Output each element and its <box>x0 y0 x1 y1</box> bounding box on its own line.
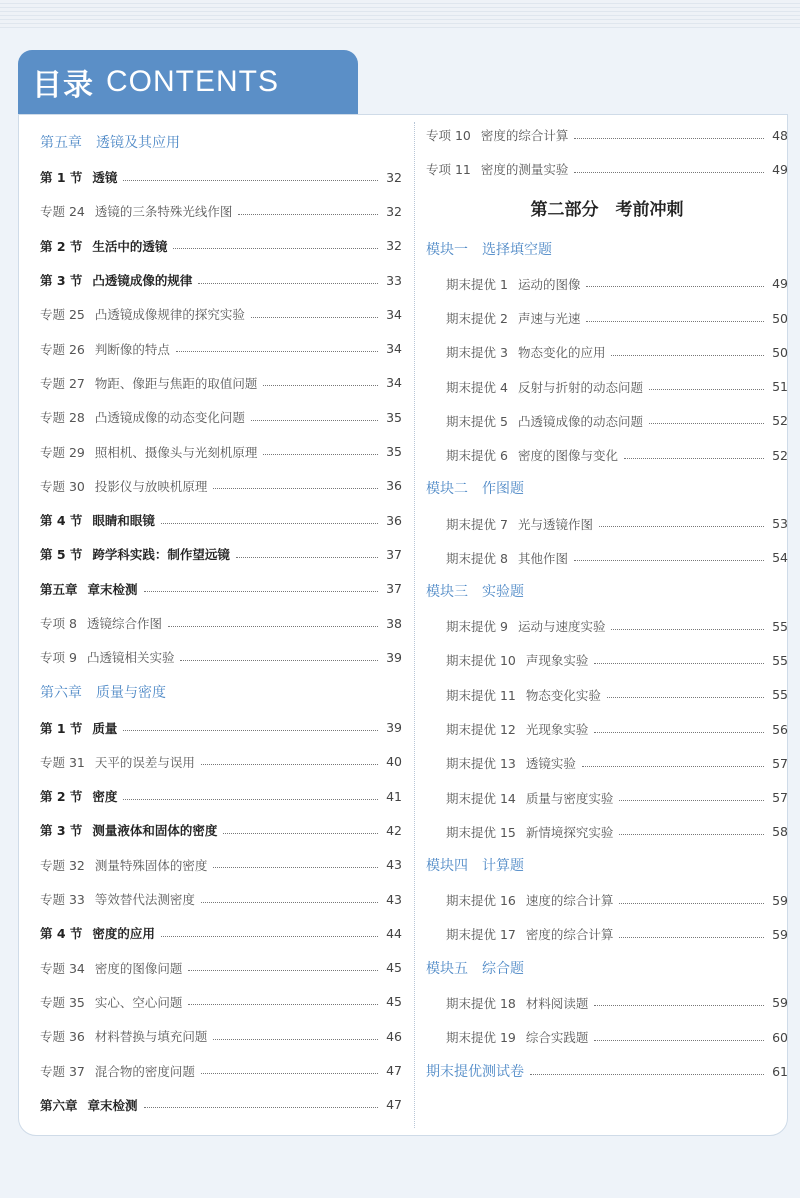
dot-leader <box>173 248 378 249</box>
entry-number: 专题 29 <box>40 444 85 460</box>
entry-number: 期末提优 17 <box>446 927 516 943</box>
entry-number: 期末提优 3 <box>446 345 508 361</box>
part-title: 第二部分 考前冲刺 <box>530 199 684 220</box>
entry-title: 速度的综合计算 <box>525 893 614 909</box>
page-number: 50 <box>772 344 788 360</box>
toc-entry[interactable] <box>40 779 402 813</box>
entry-number: 期末提优 13 <box>446 756 516 772</box>
page-number: 34 <box>386 375 402 391</box>
entry-title: 密度 <box>92 789 118 805</box>
entry-number: 专题 30 <box>40 478 85 494</box>
dot-leader <box>530 1074 764 1075</box>
entry-title: 密度的测量实验 <box>480 162 569 178</box>
page-number: 42 <box>386 822 402 838</box>
page-number: 48 <box>772 127 788 143</box>
page-number: 32 <box>386 169 402 185</box>
entry-number: 专题 33 <box>40 892 85 908</box>
entry-title: 透镜的三条特殊光线作图 <box>94 204 233 220</box>
entry-number: 专题 32 <box>40 857 85 873</box>
page-number: 34 <box>386 341 402 357</box>
dot-leader <box>180 660 378 661</box>
entry-title: 混合物的密度问题 <box>94 1063 195 1079</box>
page-number: 35 <box>386 409 402 425</box>
entry-title: 凸透镜成像的动态变化问题 <box>94 410 245 426</box>
entry-number: 第 2 节 <box>40 238 83 254</box>
dot-leader <box>624 458 764 459</box>
entry-number: 期末提优 8 <box>446 550 508 566</box>
dot-leader <box>586 321 764 322</box>
toc-entry[interactable] <box>426 780 788 814</box>
entry-title: 章末检测 <box>87 581 138 597</box>
toc-entry[interactable] <box>40 503 402 537</box>
dot-leader <box>161 523 378 524</box>
toc-entry[interactable] <box>426 369 788 403</box>
toc-entry[interactable] <box>426 609 788 643</box>
dot-leader <box>198 283 378 284</box>
entry-title: 投影仪与放映机原理 <box>94 478 208 494</box>
dot-leader <box>223 833 378 834</box>
entry-title: 透镜综合作图 <box>86 616 162 631</box>
page-number: 55 <box>772 687 788 703</box>
entry-title: 其他作图 <box>517 550 568 566</box>
page-number: 32 <box>386 203 402 219</box>
entry-title: 凸透镜相关实验 <box>86 650 175 666</box>
entry-title: 光与透镜作图 <box>517 516 593 532</box>
entry-number: 期末提优 5 <box>446 413 508 429</box>
entry-title: 物距、像距与焦距的取值问题 <box>94 375 258 391</box>
toc-entry[interactable] <box>426 152 788 186</box>
toc-entry[interactable] <box>40 434 402 468</box>
dot-leader <box>213 488 378 489</box>
entry-title: 声现象实验 <box>525 653 589 669</box>
entry-title: 眼睛和眼镜 <box>92 513 155 529</box>
page-number: 37 <box>386 546 402 562</box>
toc-entry[interactable] <box>40 194 402 228</box>
toc-entry[interactable] <box>426 917 788 951</box>
entry-number: 第 1 节 <box>40 170 83 186</box>
entry-number: 期末提优 9 <box>446 619 508 635</box>
dot-leader <box>144 591 378 592</box>
toc-entry[interactable] <box>426 404 788 438</box>
entry-number: 专项 10 <box>426 128 471 144</box>
page-number: 32 <box>386 238 402 254</box>
page-number: 34 <box>386 306 402 322</box>
section-heading: 第六章 质量与密度 <box>40 685 166 702</box>
dot-leader <box>594 1005 764 1006</box>
section-heading: 模块五 综合题 <box>426 960 524 977</box>
entry-title: 物态变化实验 <box>525 687 601 703</box>
entry-title: 实心、空心问题 <box>94 994 183 1010</box>
dot-leader <box>213 1039 378 1040</box>
entry-title: 期末提优测试卷 <box>426 1064 524 1081</box>
dot-leader <box>574 172 764 173</box>
page-number: 56 <box>772 721 788 737</box>
entry-title: 光现象实验 <box>525 722 589 737</box>
page-number: 39 <box>386 649 402 665</box>
toc-entry[interactable] <box>426 301 788 335</box>
toc-entry[interactable] <box>40 400 402 434</box>
entry-title: 凸透镜成像规律的探究实验 <box>94 307 245 323</box>
dot-leader <box>236 557 378 558</box>
toc-entry[interactable] <box>426 883 788 917</box>
page-number: 49 <box>772 161 788 177</box>
page-number: 37 <box>386 581 402 597</box>
toc-entry[interactable] <box>40 745 402 779</box>
dot-leader <box>611 629 764 630</box>
page-number: 57 <box>772 755 788 771</box>
entry-title: 质量与密度实验 <box>525 790 614 806</box>
dot-leader <box>176 351 378 352</box>
dot-leader <box>619 834 764 835</box>
toc-entry[interactable] <box>426 541 788 575</box>
dot-leader <box>263 454 378 455</box>
dot-leader <box>213 867 378 868</box>
toc-entry[interactable] <box>40 916 402 950</box>
page-number: 55 <box>772 618 788 634</box>
dot-leader <box>649 389 764 390</box>
toc-entry[interactable] <box>426 712 788 746</box>
dot-leader <box>619 800 764 801</box>
entry-number: 第 2 节 <box>40 789 83 805</box>
toc-entry[interactable] <box>40 229 402 263</box>
entry-title: 跨学科实践：制作望远镜 <box>92 547 230 563</box>
toc-entry-final-test[interactable] <box>426 1054 788 1088</box>
entry-number: 专题 31 <box>40 754 85 770</box>
page-number: 61 <box>772 1063 788 1079</box>
section-heading: 模块二 作图题 <box>426 481 524 498</box>
section-heading: 模块一 选择填空题 <box>426 241 552 258</box>
dot-leader <box>123 730 378 731</box>
entry-number: 专题 26 <box>40 341 85 357</box>
entry-title: 测量液体和固体的密度 <box>92 823 218 839</box>
dot-leader <box>594 663 764 664</box>
toc-entry[interactable] <box>426 815 788 849</box>
entry-number: 专题 35 <box>40 994 85 1010</box>
page-number: 49 <box>772 276 788 292</box>
entry-title: 生活中的透镜 <box>92 238 168 254</box>
toc-entry[interactable] <box>40 331 402 365</box>
entry-title: 测量特殊固体的密度 <box>94 857 208 873</box>
entry-title: 透镜 <box>92 170 118 186</box>
dot-leader <box>611 355 764 356</box>
entry-number: 第 4 节 <box>40 513 83 529</box>
dot-leader <box>619 937 764 938</box>
page-number: 60 <box>772 1029 788 1045</box>
entry-title: 判断像的特点 <box>94 341 170 357</box>
page-number: 38 <box>386 615 402 631</box>
entry-title: 凸透镜成像的规律 <box>92 273 193 289</box>
entry-title: 天平的误差与误用 <box>94 754 195 770</box>
toc-entry[interactable] <box>40 297 402 331</box>
entry-number: 期末提优 2 <box>446 311 508 327</box>
toc-entry[interactable] <box>40 263 402 297</box>
entry-number: 期末提优 10 <box>446 653 516 669</box>
entry-title: 质量 <box>92 720 118 736</box>
entry-title: 章末检测 <box>87 1097 138 1113</box>
entry-number: 第五章 <box>40 581 78 597</box>
dot-leader <box>251 317 378 318</box>
toc-entry[interactable] <box>40 951 402 985</box>
entry-number: 专项 11 <box>426 162 471 178</box>
page-number: 43 <box>386 891 402 907</box>
toc-entry[interactable] <box>426 118 788 152</box>
toc-entry[interactable] <box>426 438 788 472</box>
dot-leader <box>586 286 764 287</box>
dot-leader <box>168 626 378 627</box>
dot-leader <box>188 970 378 971</box>
entry-number: 期末提优 14 <box>446 790 516 806</box>
entry-title: 凸透镜成像的动态问题 <box>517 413 643 429</box>
entry-number: 期末提优 7 <box>446 516 508 532</box>
page-number: 54 <box>772 550 788 566</box>
toc-entry[interactable] <box>40 606 402 640</box>
page-number: 55 <box>772 652 788 668</box>
entry-title: 材料阅读题 <box>525 995 589 1011</box>
title-english: CONTENTS <box>106 65 279 98</box>
entry-title: 运动的图像 <box>517 276 581 292</box>
page-number: 39 <box>386 720 402 736</box>
dot-leader <box>594 732 764 733</box>
toc-entry[interactable] <box>40 1088 402 1122</box>
toc-entry[interactable] <box>426 267 788 301</box>
entry-number: 期末提优 19 <box>446 1030 516 1046</box>
page-number: 33 <box>386 272 402 288</box>
entry-number: 期末提优 1 <box>446 276 508 292</box>
entry-title: 材料替换与填充问题 <box>94 1029 208 1045</box>
section-heading: 第五章 透镜及其应用 <box>40 135 180 151</box>
entry-title: 密度的应用 <box>92 926 155 942</box>
toc-entry[interactable] <box>40 366 402 400</box>
entry-number: 专题 36 <box>40 1029 85 1045</box>
entry-title: 反射与折射的动态问题 <box>517 379 643 395</box>
entry-number: 专题 27 <box>40 375 85 391</box>
entry-number: 专题 24 <box>40 204 85 220</box>
entry-number: 期末提优 15 <box>446 824 516 840</box>
entry-title: 密度的图像问题 <box>94 960 183 976</box>
entry-number: 期末提优 4 <box>446 379 508 395</box>
entry-number: 期末提优 11 <box>446 687 516 703</box>
toc-entry[interactable] <box>426 335 788 369</box>
entry-title: 密度的综合计算 <box>480 128 569 144</box>
toc-entry[interactable] <box>40 572 402 606</box>
dot-leader <box>582 766 764 767</box>
page-number: 53 <box>772 516 788 532</box>
dot-leader <box>201 1073 378 1074</box>
dot-leader <box>574 138 764 139</box>
dot-leader <box>123 180 378 181</box>
page-number: 50 <box>772 310 788 326</box>
entry-number: 第 3 节 <box>40 823 83 839</box>
toc-entry[interactable] <box>40 985 402 1019</box>
entry-title: 透镜实验 <box>525 756 576 772</box>
page-number: 41 <box>386 788 402 804</box>
entry-title: 新情境探究实验 <box>525 824 614 840</box>
entry-number: 专题 28 <box>40 410 85 426</box>
dot-leader <box>619 903 764 904</box>
toc-entry[interactable] <box>426 746 788 780</box>
dot-leader <box>201 764 378 765</box>
dot-leader <box>188 1004 378 1005</box>
toc-entry[interactable] <box>40 640 402 674</box>
title-chinese: 目录 <box>32 68 94 103</box>
dot-leader <box>594 1040 764 1041</box>
entry-title: 等效替代法测密度 <box>94 892 195 908</box>
entry-title: 物态变化的应用 <box>517 345 606 361</box>
dot-leader <box>251 420 378 421</box>
page-number: 35 <box>386 444 402 460</box>
column-divider <box>414 122 415 1128</box>
entry-number: 期末提优 16 <box>446 893 516 909</box>
page-number: 52 <box>772 413 788 429</box>
toc-entry[interactable] <box>426 986 788 1020</box>
page-number: 47 <box>386 1063 402 1079</box>
toc-entry[interactable] <box>426 678 788 712</box>
entry-number: 期末提优 6 <box>446 448 508 464</box>
entry-number: 第 1 节 <box>40 720 83 736</box>
toc-entry[interactable] <box>40 848 402 882</box>
toc-entry[interactable] <box>40 1053 402 1087</box>
toc-entry[interactable] <box>40 537 402 571</box>
entry-number: 专题 25 <box>40 307 85 323</box>
left-column <box>40 124 402 1122</box>
top-strip <box>0 0 800 28</box>
dot-leader <box>574 560 764 561</box>
toc-entry[interactable] <box>426 506 788 540</box>
page-number: 44 <box>386 925 402 941</box>
toc-entry[interactable] <box>426 643 788 677</box>
dot-leader <box>607 697 764 698</box>
page-number: 59 <box>772 995 788 1011</box>
page-number: 45 <box>386 960 402 976</box>
entry-number: 第六章 <box>40 1097 78 1113</box>
toc-entry[interactable] <box>40 469 402 503</box>
page-number: 47 <box>386 1097 402 1113</box>
dot-leader <box>238 214 378 215</box>
dot-leader <box>599 526 764 527</box>
toc-entry[interactable] <box>40 1019 402 1053</box>
toc-entry[interactable] <box>40 813 402 847</box>
dot-leader <box>123 799 378 800</box>
entry-number: 专项 8 <box>40 616 77 631</box>
page-title <box>32 60 279 104</box>
dot-leader <box>161 936 378 937</box>
entry-title: 密度的图像与变化 <box>517 448 618 464</box>
entry-title: 运动与速度实验 <box>517 619 606 635</box>
entry-number: 期末提优 12 <box>446 722 516 737</box>
entry-number: 专题 37 <box>40 1063 85 1079</box>
right-column <box>426 118 788 1088</box>
page-number: 46 <box>386 1028 402 1044</box>
entry-number: 期末提优 18 <box>446 995 516 1011</box>
page-number: 45 <box>386 994 402 1010</box>
toc-entry[interactable] <box>40 710 402 744</box>
entry-number: 第 5 节 <box>40 547 83 563</box>
entry-title: 照相机、摄像头与光刻机原理 <box>94 444 258 460</box>
entry-number: 第 3 节 <box>40 273 83 289</box>
page-number: 59 <box>772 892 788 908</box>
entry-title: 密度的综合计算 <box>525 927 614 943</box>
entry-title: 综合实践题 <box>525 1030 589 1046</box>
page-number: 36 <box>386 478 402 494</box>
dot-leader <box>144 1107 378 1108</box>
page-number: 36 <box>386 512 402 528</box>
section-heading: 模块三 实验题 <box>426 583 524 600</box>
entry-title: 声速与光速 <box>517 311 581 327</box>
page-number: 59 <box>772 926 788 942</box>
entry-number: 第 4 节 <box>40 926 83 942</box>
page-number: 57 <box>772 790 788 806</box>
page-number: 43 <box>386 857 402 873</box>
toc-entry[interactable] <box>426 1020 788 1054</box>
dot-leader <box>201 902 378 903</box>
toc-entry[interactable] <box>40 882 402 916</box>
dot-leader <box>649 423 764 424</box>
page-number: 52 <box>772 447 788 463</box>
entry-number: 专题 34 <box>40 960 85 976</box>
page-number: 40 <box>386 754 402 770</box>
page-number: 58 <box>772 824 788 840</box>
dot-leader <box>263 385 378 386</box>
section-heading: 模块四 计算题 <box>426 858 524 875</box>
page-number: 51 <box>772 379 788 395</box>
entry-number: 专项 9 <box>40 650 77 666</box>
toc-entry[interactable] <box>40 160 402 194</box>
